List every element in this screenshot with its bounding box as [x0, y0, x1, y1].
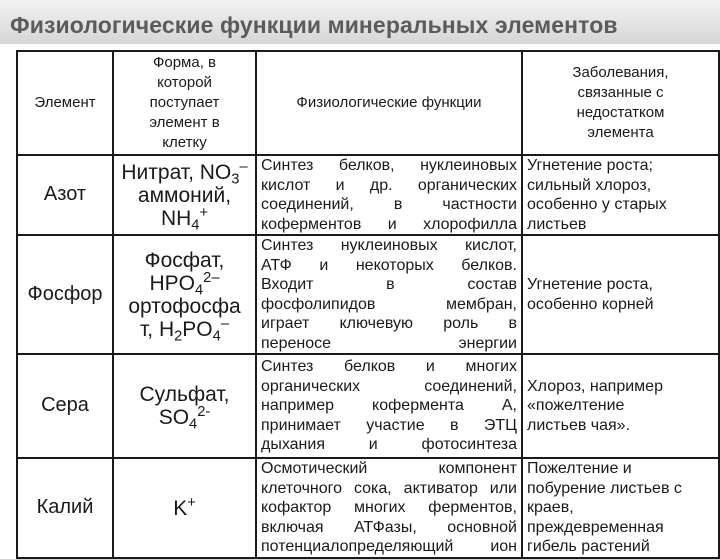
element-functions: Синтез белков и многих органических соединений, например кофермента А, принимает участие в ЭТЦ дыхания и фотосинтеза — [256, 354, 522, 458]
element-form: K+ — [113, 458, 256, 558]
header-functions: Физиологические функции — [256, 51, 522, 155]
table-row — [17, 354, 719, 458]
element-diseases: Пожелтение и побурение листьев с краев, преждевременная гибель растений — [522, 458, 719, 558]
slide-title: Физиологические функции минеральных элементов — [0, 0, 720, 44]
element-functions: Синтез белков, нуклеиновых кислот и др. органических соединений, в частности коферментов и хлорофилла — [256, 155, 522, 235]
element-functions: Синтез нуклеиновых кислот, АТФ и некоторых белков. Входит в состав фосфолипидов мембран, играет ключевую роль в переносе энергии — [256, 235, 522, 354]
table-row — [17, 458, 719, 558]
element-name: Сера — [17, 354, 113, 458]
header-element: Элемент — [17, 51, 113, 155]
element-form: Нитрат, $NO_3^-$ аммоний, $NH_4^+$ — [113, 155, 256, 235]
element-name: Фосфор — [17, 235, 113, 354]
table-row — [17, 235, 719, 354]
minerals-table — [16, 50, 720, 559]
table-header-row — [17, 51, 719, 155]
header-diseases: Заболевания, связанные с недостатком элемента — [522, 51, 719, 155]
element-diseases: Хлороз, например «пожелтение листьев чая». — [522, 354, 719, 458]
element-diseases: Угнетение роста; сильный хлороз, особенно у старых листьев — [522, 155, 719, 235]
header-form: Форма, в которой поступает элемент в клетку — [113, 51, 256, 155]
element-form: Сульфат, $SO_4^{2-}$ — [113, 354, 256, 458]
element-form: Фосфат, $HPO_4^{2-}$ ортофосфа т, $H_2PO_4^-$ — [113, 235, 256, 354]
table-row — [17, 155, 719, 235]
element-functions: Осмотический компонент клеточного сока, активатор или кофактор многих ферментов, включая АТФазы, основной потенциалопределяющий ион — [256, 458, 522, 558]
element-name: Азот — [17, 155, 113, 235]
element-diseases: Угнетение роста, особенно корней — [522, 235, 719, 354]
element-name: Калий — [17, 458, 113, 558]
